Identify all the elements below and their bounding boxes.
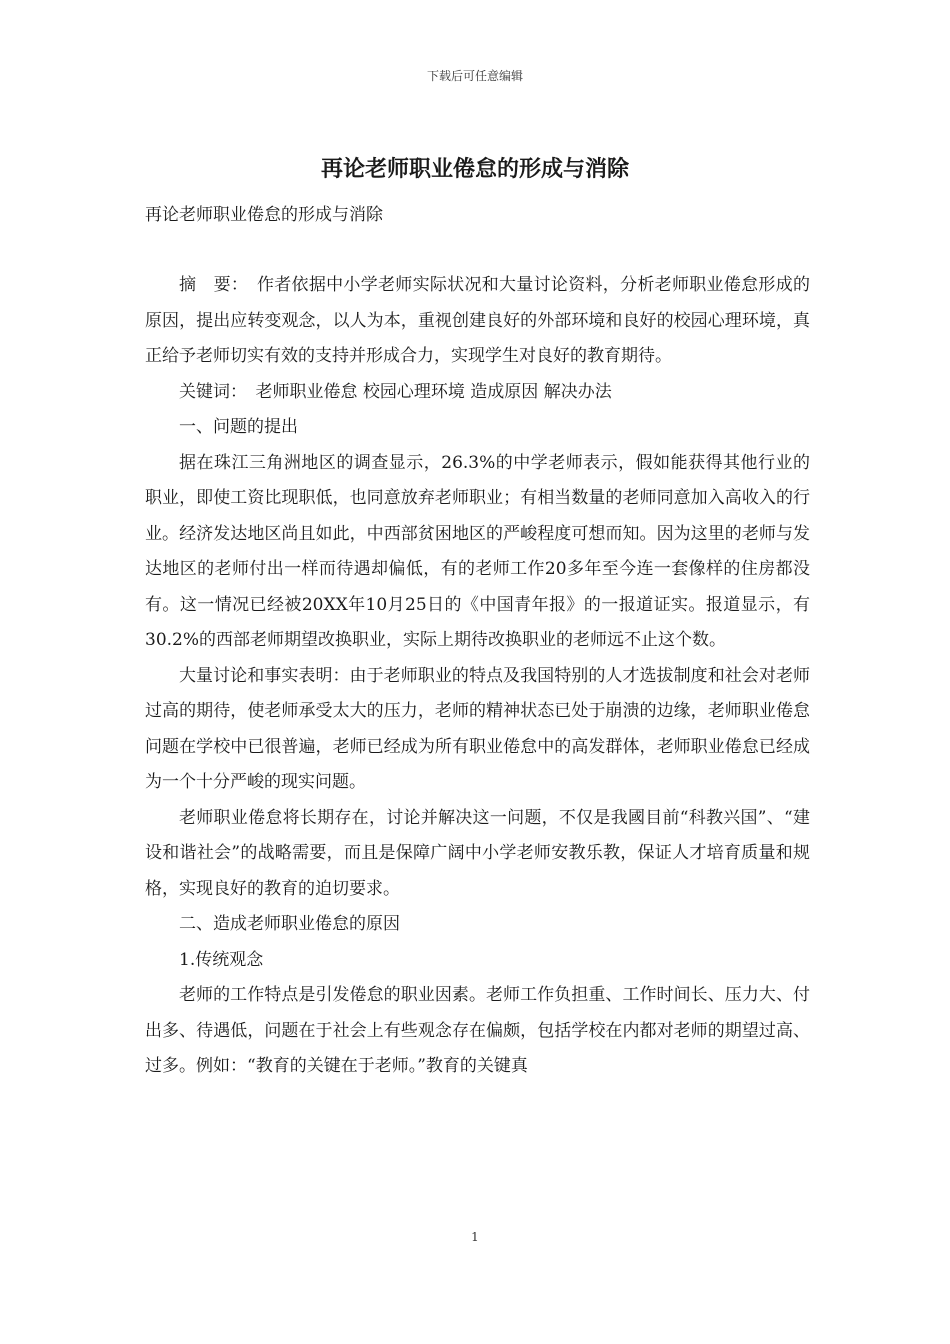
- header-note: 下载后可任意编辑: [426, 69, 523, 83]
- body-paragraph: 老师的工作特点是引发倦怠的职业因素。老师工作负担重、工作时间长、压力大、付出多、待遇低，问题在于社会上有些观念存在偏颇，包括学校在内都对老师的期望过高、过多。例如：“教育的关键在于老师。”教育的关键真: [145, 985, 810, 1076]
- abstract-paragraph: 摘 要： 作者依据中小学老师实际状况和大量讨论资料，分析老师职业倦怠形成的原因，提出应转变观念，以人为本，重视创建良好的外部环境和良好的校园心理环境，真正给予老师切实有效的支持并形成合力，实现学生对良好的教育期待。: [145, 275, 810, 366]
- keywords-paragraph: 关键词： 老师职业倦怠 校园心理环境 造成原因 解决办法: [179, 381, 612, 402]
- body-paragraph: 据在珠江三角洲地区的调查显示，26.3%的中学老师表示，假如能获得其他行业的职业，即使工资比现职低，也同意放弃老师职业；有相当数量的老师同意加入高收入的行业。经济发达地区尚且如此，中西部贫困地区的严峻程度可想而知。因为这里的老师与发达地区的老师付出一样而待遇却偏低，有的老师工作20多年至今连一套像样的住房都没有。这一情况已经被20XX年10月25日的《中国青年报》的一报道证实。报道显示，有30.2%的西部老师期望改换职业，实际上期待改换职业的老师远不止这个数。: [145, 452, 810, 650]
- section-heading-2: 二、造成老师职业倦怠的原因: [179, 914, 400, 934]
- page-number: 1: [471, 1230, 479, 1244]
- subsection-heading: 1.传统观念: [179, 949, 264, 970]
- document-title: 再论老师职业倦怠的形成与消除: [320, 156, 629, 182]
- document-body: [145, 268, 810, 1085]
- body-paragraph: 老师职业倦怠将长期存在，讨论并解决这一问题，不仅是我國目前“科教兴国”、“建设和谐社会”的战略需要，而且是保障广阔中小学老师安教乐教，保证人才培育质量和规格，实现良好的教育的迫切要求。: [145, 807, 810, 899]
- document-subtitle: 再论老师职业倦怠的形成与消除: [145, 205, 383, 225]
- section-heading-1: 一、问题的提出: [179, 417, 298, 437]
- body-paragraph: 大量讨论和事实表明：由于老师职业的特点及我国特别的人才选拔制度和社会对老师过高的期待，使老师承受太大的压力，老师的精神状态已处于崩溃的边缘，老师职业倦怠问题在学校中已很普遍，老师已经成为所有职业倦怠中的高发群体，老师职业倦怠已经成为一个十分严峻的现实问题。: [145, 665, 810, 792]
